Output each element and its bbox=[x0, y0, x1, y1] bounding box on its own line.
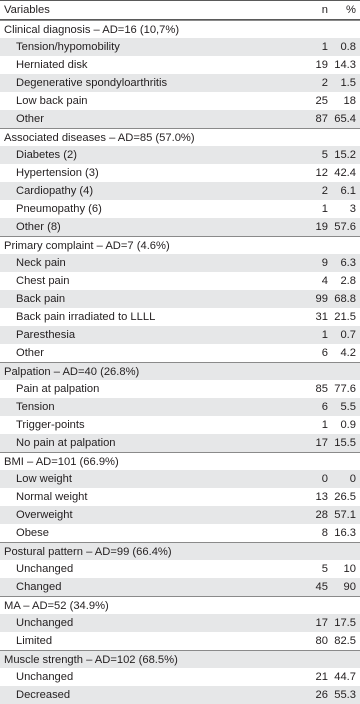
row-percent: 68.8 bbox=[334, 293, 356, 305]
table-row bbox=[0, 290, 360, 308]
group-title: MA – AD=52 (34.9%) bbox=[4, 599, 109, 612]
table-row bbox=[0, 254, 360, 272]
table-row bbox=[0, 74, 360, 92]
row-label: No pain at palpation bbox=[16, 437, 116, 449]
group-title: Palpation – AD=40 (26.8%) bbox=[4, 365, 140, 378]
row-percent: 3 bbox=[349, 203, 356, 215]
table-body bbox=[0, 20, 360, 704]
row-n: 8 bbox=[321, 527, 328, 539]
header-percent: % bbox=[346, 4, 356, 16]
row-n: 19 bbox=[315, 221, 328, 233]
row-percent: 44.7 bbox=[334, 671, 356, 683]
group-title: Muscle strength – AD=102 (68.5%) bbox=[4, 653, 178, 666]
table-row bbox=[0, 668, 360, 686]
row-label: Back pain irradiated to LLLL bbox=[16, 311, 156, 323]
table-row bbox=[0, 380, 360, 398]
table-row bbox=[0, 524, 360, 542]
row-label: Unchanged bbox=[16, 671, 74, 683]
table-row bbox=[0, 272, 360, 290]
row-n: 85 bbox=[315, 383, 328, 395]
header-variables: Variables bbox=[4, 4, 50, 16]
row-n: 2 bbox=[321, 77, 328, 89]
row-n: 9 bbox=[321, 257, 328, 269]
row-n: 45 bbox=[315, 581, 328, 593]
row-percent: 15.2 bbox=[334, 149, 356, 161]
row-n: 13 bbox=[315, 491, 328, 503]
table-row bbox=[0, 416, 360, 434]
group-header-row bbox=[0, 650, 360, 668]
row-percent: 0.9 bbox=[340, 419, 356, 431]
row-n: 1 bbox=[321, 41, 328, 53]
row-n: 21 bbox=[315, 671, 328, 683]
group-title: Clinical diagnosis – AD=16 (10,7%) bbox=[4, 23, 180, 36]
table-row bbox=[0, 182, 360, 200]
group-header-row bbox=[0, 20, 360, 38]
row-label: Diabetes (2) bbox=[16, 149, 77, 161]
table-row bbox=[0, 308, 360, 326]
row-n: 1 bbox=[321, 419, 328, 431]
row-n: 28 bbox=[315, 509, 328, 521]
row-label: Low back pain bbox=[16, 95, 88, 107]
row-percent: 10 bbox=[343, 563, 356, 575]
row-n: 80 bbox=[315, 635, 328, 647]
row-n: 25 bbox=[315, 95, 328, 107]
table-row bbox=[0, 578, 360, 596]
row-n: 6 bbox=[321, 347, 328, 359]
row-label: Low weight bbox=[16, 473, 72, 485]
table-row bbox=[0, 488, 360, 506]
row-n: 12 bbox=[315, 167, 328, 179]
table-row bbox=[0, 614, 360, 632]
row-percent: 14.3 bbox=[334, 59, 356, 71]
table-row bbox=[0, 398, 360, 416]
table-row bbox=[0, 344, 360, 362]
row-label: Changed bbox=[16, 581, 62, 593]
table-row bbox=[0, 686, 360, 704]
row-percent: 65.4 bbox=[334, 113, 356, 125]
table-row bbox=[0, 56, 360, 74]
row-n: 1 bbox=[321, 203, 328, 215]
row-n: 99 bbox=[315, 293, 328, 305]
row-label: Unchanged bbox=[16, 563, 74, 575]
row-percent: 90 bbox=[343, 581, 356, 593]
group-header-row bbox=[0, 452, 360, 470]
row-percent: 1.5 bbox=[340, 77, 356, 89]
group-title: Associated diseases – AD=85 (57.0%) bbox=[4, 131, 195, 144]
row-n: 2 bbox=[321, 185, 328, 197]
row-label: Limited bbox=[16, 635, 53, 647]
table-row bbox=[0, 470, 360, 488]
row-percent: 17.5 bbox=[334, 617, 356, 629]
table-row bbox=[0, 560, 360, 578]
table-row bbox=[0, 38, 360, 56]
table-row bbox=[0, 110, 360, 128]
row-label: Obese bbox=[16, 527, 49, 539]
row-label: Overweight bbox=[16, 509, 73, 521]
table-header bbox=[0, 1, 360, 20]
row-label: Herniated disk bbox=[16, 59, 88, 71]
row-label: Back pain bbox=[16, 293, 66, 305]
table-row bbox=[0, 218, 360, 236]
header-n: n bbox=[321, 4, 328, 16]
row-label: Degenerative spondyloarthritis bbox=[16, 77, 168, 89]
row-percent: 55.3 bbox=[334, 689, 356, 701]
group-title: Postural pattern – AD=99 (66.4%) bbox=[4, 545, 172, 558]
row-label: Paresthesia bbox=[16, 329, 76, 341]
row-percent: 0.8 bbox=[340, 41, 356, 53]
row-n: 17 bbox=[315, 617, 328, 629]
row-n: 6 bbox=[321, 401, 328, 413]
row-n: 0 bbox=[321, 473, 328, 485]
row-n: 5 bbox=[321, 563, 328, 575]
table-row bbox=[0, 326, 360, 344]
row-percent: 0.7 bbox=[340, 329, 356, 341]
row-n: 4 bbox=[321, 275, 328, 287]
row-percent: 0 bbox=[349, 473, 356, 485]
row-label: Unchanged bbox=[16, 617, 74, 629]
row-label: Hypertension (3) bbox=[16, 167, 99, 179]
row-n: 1 bbox=[321, 329, 328, 341]
row-percent: 6.3 bbox=[340, 257, 356, 269]
row-label: Other bbox=[16, 347, 44, 359]
row-label: Pain at palpation bbox=[16, 383, 100, 395]
row-label: Other bbox=[16, 113, 44, 125]
row-label: Other (8) bbox=[16, 221, 61, 233]
row-n: 26 bbox=[315, 689, 328, 701]
group-title: BMI – AD=101 (66.9%) bbox=[4, 455, 119, 468]
row-label: Neck pain bbox=[16, 257, 66, 269]
row-n: 19 bbox=[315, 59, 328, 71]
row-percent: 26.5 bbox=[334, 491, 356, 503]
group-header-row bbox=[0, 128, 360, 146]
row-percent: 2.8 bbox=[340, 275, 356, 287]
row-percent: 77.6 bbox=[334, 383, 356, 395]
table-row bbox=[0, 92, 360, 110]
row-label: Trigger-points bbox=[16, 419, 85, 431]
group-header-row bbox=[0, 236, 360, 254]
row-percent: 21.5 bbox=[334, 311, 356, 323]
row-n: 17 bbox=[315, 437, 328, 449]
row-percent: 6.1 bbox=[340, 185, 356, 197]
row-n: 87 bbox=[315, 113, 328, 125]
row-label: Tension bbox=[16, 401, 55, 413]
group-header-row bbox=[0, 596, 360, 614]
row-n: 5 bbox=[321, 149, 328, 161]
row-percent: 57.6 bbox=[334, 221, 356, 233]
table-row bbox=[0, 200, 360, 218]
row-percent: 42.4 bbox=[334, 167, 356, 179]
row-percent: 16.3 bbox=[334, 527, 356, 539]
group-title: Primary complaint – AD=7 (4.6%) bbox=[4, 239, 170, 252]
group-header-row bbox=[0, 362, 360, 380]
row-label: Tension/hypomobility bbox=[16, 41, 120, 53]
row-label: Chest pain bbox=[16, 275, 70, 287]
row-label: Normal weight bbox=[16, 491, 88, 503]
table-row bbox=[0, 434, 360, 452]
row-percent: 4.2 bbox=[340, 347, 356, 359]
row-percent: 82.5 bbox=[334, 635, 356, 647]
row-label: Pneumopathy (6) bbox=[16, 203, 102, 215]
group-header-row bbox=[0, 542, 360, 560]
table-row bbox=[0, 146, 360, 164]
row-percent: 18 bbox=[343, 95, 356, 107]
row-label: Decreased bbox=[16, 689, 71, 701]
table-row bbox=[0, 506, 360, 524]
table-row bbox=[0, 632, 360, 650]
row-label: Cardiopathy (4) bbox=[16, 185, 94, 197]
row-percent: 57.1 bbox=[334, 509, 356, 521]
table-row bbox=[0, 164, 360, 182]
row-percent: 15.5 bbox=[334, 437, 356, 449]
row-percent: 5.5 bbox=[340, 401, 356, 413]
row-n: 31 bbox=[315, 311, 328, 323]
